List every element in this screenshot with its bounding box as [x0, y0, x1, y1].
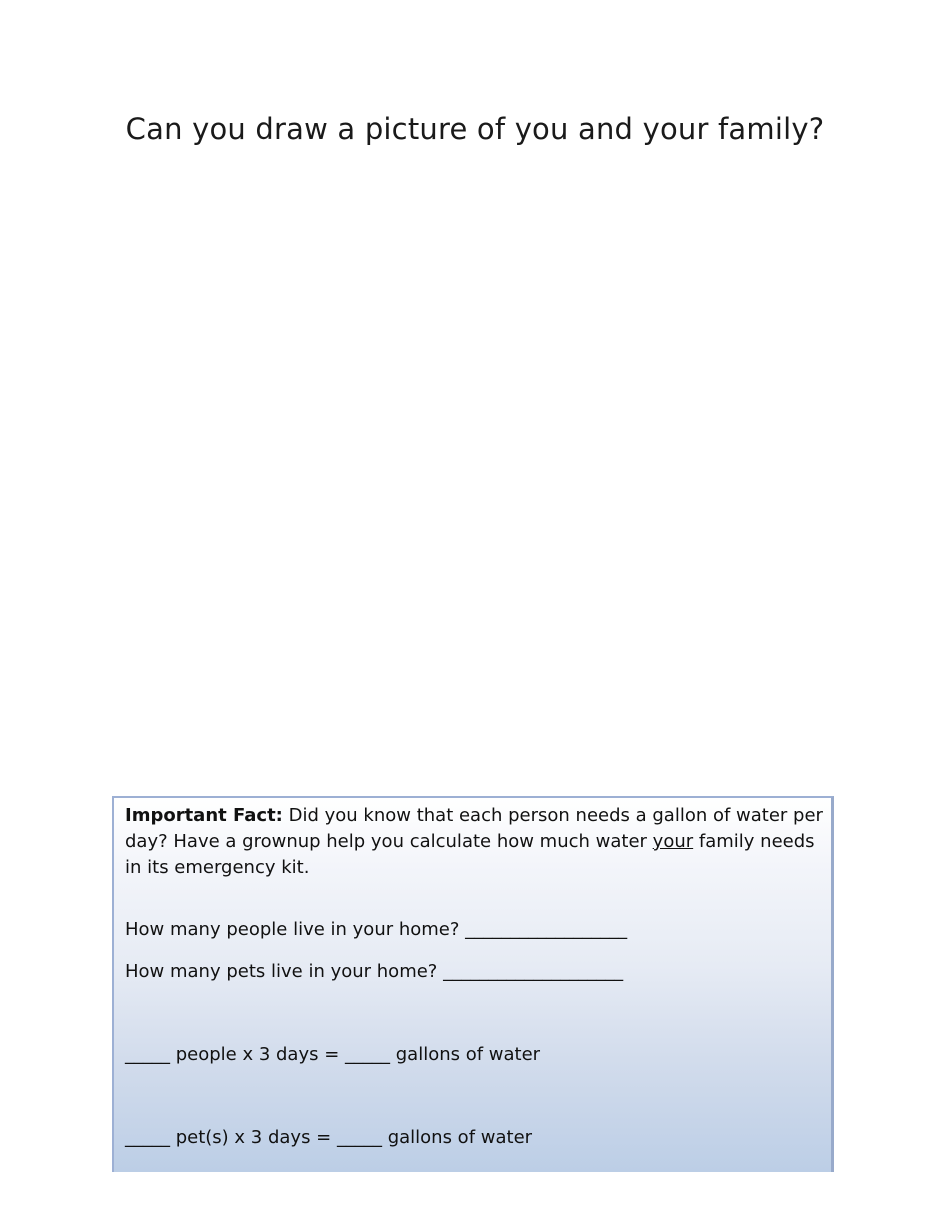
pets-question[interactable]: How many pets live in your home? ____________________	[125, 961, 624, 982]
drawing-area[interactable]	[112, 170, 836, 780]
people-question[interactable]: How many people live in your home? __________________	[125, 919, 628, 940]
pets-calculation[interactable]: _____ pet(s) x 3 days = _____ gallons of water	[125, 1127, 533, 1148]
page-title: Can you draw a picture of you and your family?	[125, 112, 825, 146]
people-calculation[interactable]: _____ people x 3 days = _____ gallons of water	[125, 1044, 541, 1065]
fact-text-after: family needs in its emergency kit.	[125, 831, 815, 878]
important-fact-label: Important Fact:	[125, 805, 283, 826]
important-fact-box	[112, 796, 834, 1172]
important-fact-text	[125, 803, 825, 881]
fact-text-before: Did you know that each person needs a gallon of water per day? Have a grownup help you calculate how much water	[125, 805, 823, 852]
fact-emphasis: your	[652, 831, 694, 852]
